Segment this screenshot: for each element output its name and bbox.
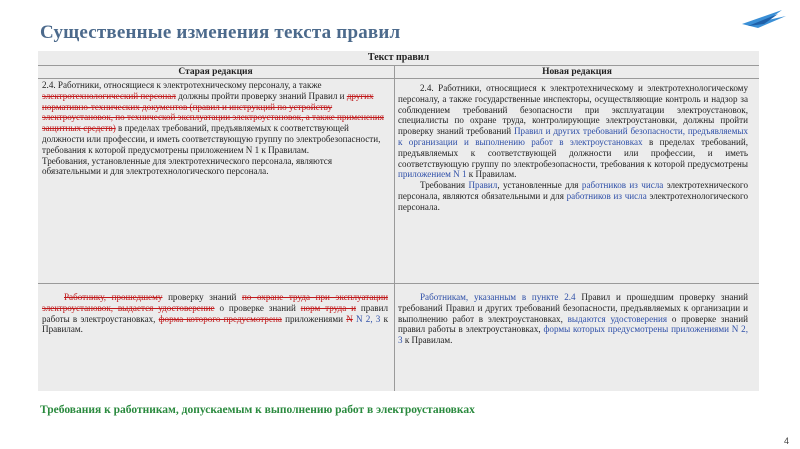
new-text-2-4: 2.4. Работники, относящиеся к электротехническому и электротехнологическому персоналу, а также государственные инспекторы, осуществляющие контроль и надзор за соблюдением требований безопасности при эксплуатации электроустановок, специалисты по охране труда, контролирующие электроустановки, должны пройти проверку знаний требований Правил и других требований безопасности, предъявляемых к организации и выполнению работ в электроустановках в пределах требований, предъявляемых к соответствующей должности или профессии, и иметь соответствующую группу по электробезопасности, требования к которой предусмотрены приложением N 1 к Правилам. Требования Правил, установленные для работников из числа электротехнического персонала, являются обязательными и для работников из числа электротехнологического персонала.: [398, 83, 749, 212]
divider: [38, 283, 759, 284]
slide-footer: Требования к работникам, допускаемым к выполнению работ в электроустановках: [40, 404, 475, 416]
table-header: Текст правил: [367, 52, 430, 63]
old-text-2-4: 2.4. Работники, относящиеся к электротехническому персоналу, а также электротехнологический персонал должны пройти проверку знаний Правил и других нормативно-технических документов (правил и инструкций по устройству электроустановок, по технической эксплуатации электроустановок, а также применения защитных средств) в пределах требований, предъявляемых к соответствующей должности или профессии, и иметь соответствующую группу по электробезопасности, требования к которой предусмотрены приложением N 1 к Правилам. Требования, установленные для электротехнического персонала, являются обязательными и для электротехнологического персонала.: [42, 80, 384, 177]
new-text-certificate: Работникам, указанным в пункте 2.4 Правил и прошедшим проверку знаний требований Правил и других требований безопасности, предъявляемых к организации и выполнению работ в электроустановках, выдаются удостоверения о проверке знаний правил работы в электроустановках, формы которых предусмотрены приложениями N 2, 3 к Правилам.: [398, 292, 749, 346]
slide-title: Существенные изменения текста правил: [40, 22, 401, 43]
old-text-certificate: Работнику, прошедшему проверку знаний по охране труда при эксплуатации электроустановок, выдается удостоверение о проверке знаний норм труда и правил работы в электроустановках, форма которого предусмотрена приложениями N N 2, 3 к Правилам.: [42, 292, 389, 335]
bird-logo-icon: [738, 6, 790, 30]
divider: [38, 78, 759, 79]
page-number: 4: [784, 436, 790, 446]
rules-table: [38, 51, 759, 391]
column-header-old: Старая редакция: [178, 67, 253, 77]
column-divider: [394, 65, 395, 391]
column-header-new: Новая редакция: [542, 67, 612, 77]
